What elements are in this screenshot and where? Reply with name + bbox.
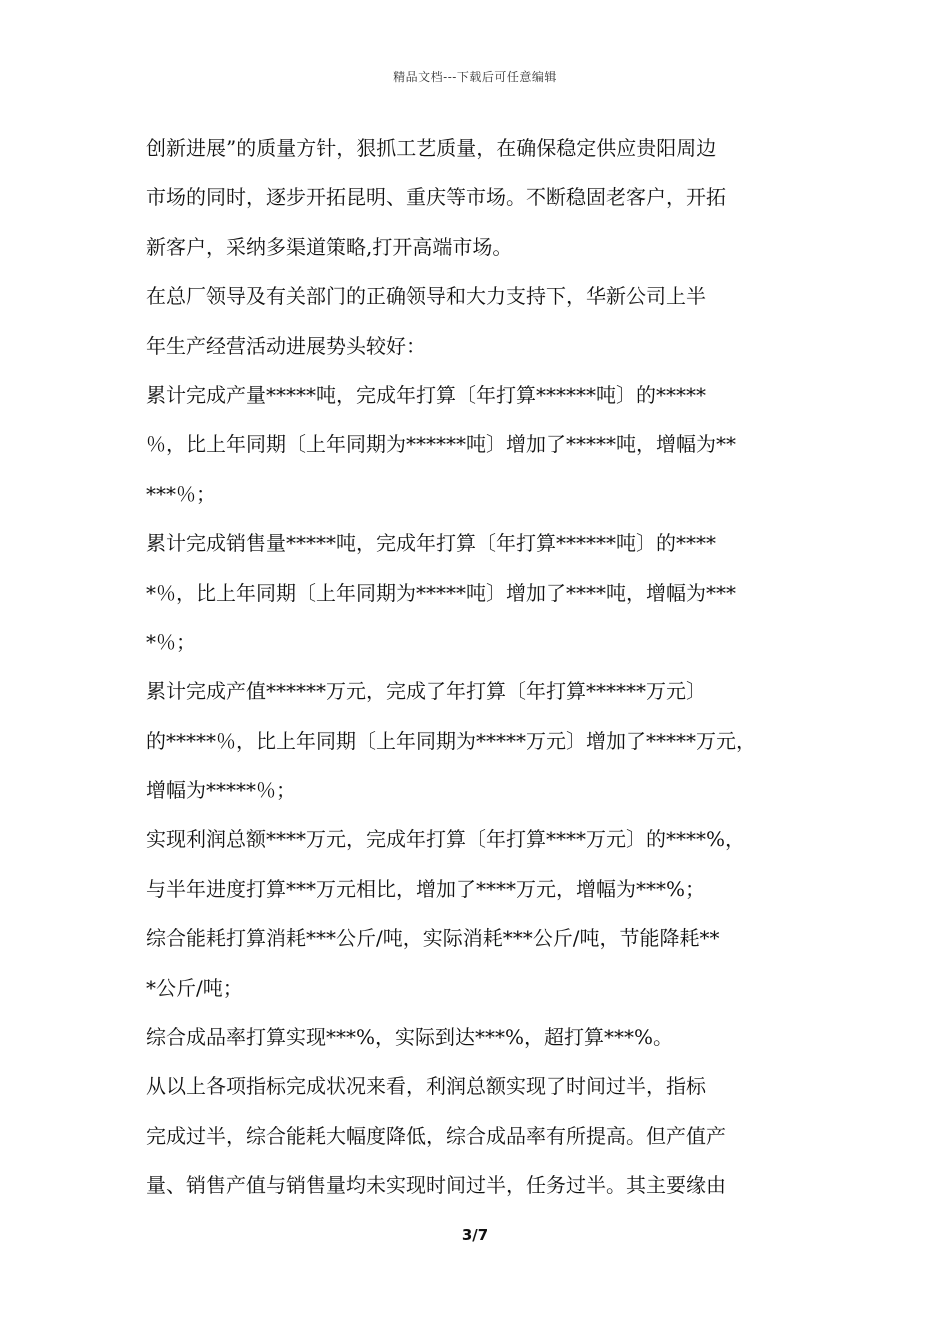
text-line: 创新进展”的质量方针，狠抓工艺质量，在确保稳定供应贵阳周边	[146, 136, 717, 160]
text-line: 累计完成产值******万元，完成了年打算〔年打算******万元〕	[146, 679, 706, 704]
page-separator: /	[472, 1226, 478, 1244]
text-line: 的*****％，比上年同期〔上年同期为*****万元〕增加了*****万元，	[146, 728, 756, 753]
text-line: *公斤/吨；	[146, 975, 243, 1000]
document-body	[146, 128, 818, 1215]
text-line: 从以上各项指标完成状况来看，利润总额实现了时间过半，指标	[146, 1074, 706, 1099]
text-line: 量、销售产值与销售量均未实现时间过半，任务过半。其主要缘由	[146, 1173, 726, 1198]
text-line: *％；	[146, 629, 196, 654]
text-line: ***％；	[146, 481, 216, 506]
text-line: *％，比上年同期〔上年同期为*****吨〕增加了****吨，增幅为***	[146, 580, 736, 605]
page-header: 精品文档---下载后可任意编辑	[393, 70, 557, 84]
text-line: 增幅为*****％；	[146, 778, 296, 803]
text-line: 新客户，采纳多渠道策略,打开高端市场。	[146, 234, 513, 259]
text-line: 累计完成销售量*****吨，完成年打算〔年打算******吨〕的****	[146, 531, 716, 556]
text-line: 在总厂领导及有关部门的正确领导和大力支持下，华新公司上半	[146, 284, 706, 309]
text-line: 与半年进度打算***万元相比，增加了****万元，增幅为***%；	[146, 876, 706, 901]
text-line: 实现利润总额****万元，完成年打算〔年打算****万元〕的****%，	[146, 827, 746, 852]
text-line: ％，比上年同期〔上年同期为******吨〕增加了*****吨，增幅为**	[146, 432, 736, 457]
current-page: 3	[461, 1226, 473, 1244]
text-line: 综合能耗打算消耗***公斤/吨，实际消耗***公斤/吨，节能降耗**	[146, 926, 720, 951]
text-line: 市场的同时，逐步开拓昆明、重庆等市场。不断稳固老客户，开拓	[146, 185, 726, 210]
text-line: 累计完成产量*****吨，完成年打算〔年打算******吨〕的*****	[146, 382, 706, 407]
text-line: 完成过半，综合能耗大幅度降低，综合成品率有所提高。但产值产	[146, 1123, 726, 1148]
total-pages: 7	[477, 1226, 489, 1244]
text-line: 年生产经营活动进展势头较好：	[146, 333, 426, 358]
text-line: 综合成品率打算实现***%，实际到达***%，超打算***%。	[146, 1025, 674, 1050]
page-number	[0, 1226, 950, 1244]
